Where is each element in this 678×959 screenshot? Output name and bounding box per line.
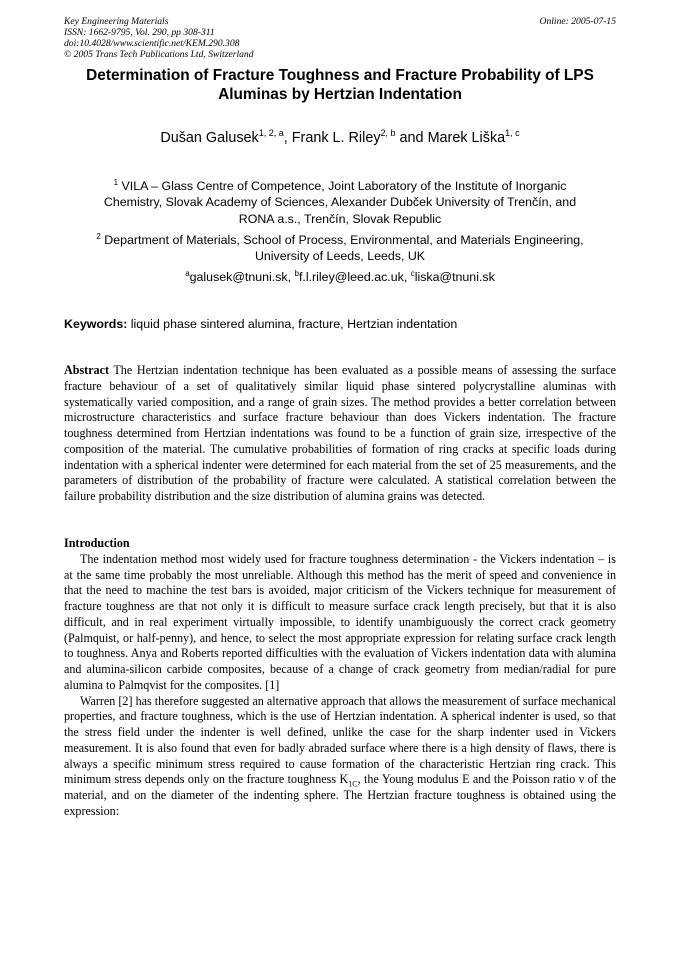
doi-line[interactable]: doi:10.4028/www.scientific.net/KEM.290.308 xyxy=(64,38,240,49)
copyright-line: © 2005 Trans Tech Publications Ltd, Switzerland xyxy=(64,49,254,60)
paragraph-text: , the Young modulus E and the Poisson ratio ν of the material, and on the diameter of the indenting sphere. The Hertzian fracture toughness is obtained using the expression: xyxy=(64,772,616,818)
email-marker: a xyxy=(185,269,190,278)
affiliation-line: RONA a.s., Trenčín, Slovak Republic xyxy=(238,211,442,226)
introduction-paragraph-2 xyxy=(64,694,616,820)
email-address[interactable]: f.l.riley@leed.ac.uk, xyxy=(298,270,411,284)
issn-line: ISSN: 1662-9795, Vol. 290, pp 308-311 xyxy=(64,27,215,38)
author-separator: and xyxy=(395,130,428,146)
affiliation-1 xyxy=(64,178,616,227)
affiliation-line: Department of Materials, School of Process, Environmental, and Materials Engineering, xyxy=(104,233,584,247)
author-affiliation-marker: 1, 2, a xyxy=(258,128,284,138)
introduction-heading: Introduction xyxy=(64,536,130,550)
title-line-2: Aluminas by Hertzian Indentation xyxy=(218,86,462,103)
affiliation-line: University of Leeds, Leeds, UK xyxy=(254,249,426,264)
journal-header xyxy=(64,16,616,60)
affiliation-marker: 2 xyxy=(96,232,101,241)
affiliation-line: VILA – Glass Centre of Competence, Joint Laboratory of the Institute of Inorganic xyxy=(121,179,567,193)
email-list xyxy=(64,269,616,285)
author-name: Marek Liška xyxy=(427,130,506,146)
author-separator: , xyxy=(283,130,292,146)
introduction-section xyxy=(64,536,616,820)
email-address[interactable]: galusek@tnuni.sk, xyxy=(189,270,295,284)
author-name: Dušan Galusek xyxy=(160,130,259,146)
affiliation-marker: 1 xyxy=(113,178,119,187)
author-list xyxy=(64,129,616,147)
email-marker: b xyxy=(294,269,299,278)
introduction-paragraph-1: The indentation method most widely used for fracture toughness determination - the Vickers indentation – is at the same time probably the most unreliable. Although this method has the merit of speed and convenience in that the need to machine the test bars is avoided, major criticism of the Vickers technique for measurement of fracture toughness are that not only it is difficult to measure surface crack length precisely, but that it is also difficult, and in real experiment virtually impossible, to identify unambiguously the correct crack geometry (Palmquist, or half-penny), and hence, to select the most appropriate expression for relating surface crack length to toughness. Anya and Roberts reported difficulties with the evaluation of Vickers indentation data with alumina and alumina-silicon carbide composites, because of a change of crack geometry from median/radial for pure alumina to Palmqvist for the composites. [1] xyxy=(64,551,616,692)
paragraph-text: Warren [2] has therefore suggested an alternative approach that allows the measurement of surface mechanical properties, and fracture toughness, which is the use of Hertzian indentation. A spherical indenter is used, so that the stress field under the indenter is well defined, unlike the case for the sharp indenter used in Vickers measurement. It is also found that even for badly abraded surface where there is a high density of flaws, there is always a specific minimum stress required to cause formation of the characteristic Hertzian ring crack. This minimum stress depends only on the fracture toughness K xyxy=(64,693,616,787)
email-marker: c xyxy=(410,269,415,278)
email-address[interactable]: liska@tnuni.sk xyxy=(414,270,495,284)
paper-title xyxy=(64,66,616,104)
abstract xyxy=(64,363,616,505)
subscript: 1C xyxy=(348,779,358,789)
title-line-1: Determination of Fracture Toughness and Fracture Probability of LPS xyxy=(86,67,594,84)
journal-name: Key Engineering Materials xyxy=(64,16,169,27)
keywords xyxy=(64,316,616,332)
abstract-label: Abstract xyxy=(64,363,110,377)
affiliation-line: Chemistry, Slovak Academy of Sciences, Alexander Dubček University of Trenčín, and xyxy=(103,195,577,210)
affiliation-2 xyxy=(64,232,616,265)
keywords-text: liquid phase sintered alumina, fracture, Hertzian indentation xyxy=(127,317,458,331)
author-affiliation-marker: 2, b xyxy=(380,128,396,138)
author-name: Frank L. Riley xyxy=(291,130,381,146)
author-affiliation-marker: 1, c xyxy=(505,128,520,138)
online-date: Online: 2005-07-15 xyxy=(539,16,616,27)
abstract-text: The Hertzian indentation technique has been evaluated as a possible means of assessing the surface fracture behaviour of a set of qualitatively similar liquid phase sintered polycrystalline aluminas with systematically varied composition, and a range of grain sizes. The method provides a better correlation between microstructure characteristics and surface fracture behaviour than does Vickers indentation. The fracture toughness determined from Hertzian indentations was found to be a function of grain size, irrespective of the composition of the material. The cumulative probabilities of formation of ring cracks at specific loads during indentation with a spherical indenter were determined for each material from the set of 25 measurements, and the parameters of distribution of the probability of fracture were calculated. A statistical correlation between the failure probability distribution and the size distribution of alumina grains was detected. xyxy=(64,363,616,503)
keywords-label: Keywords: xyxy=(64,317,128,331)
